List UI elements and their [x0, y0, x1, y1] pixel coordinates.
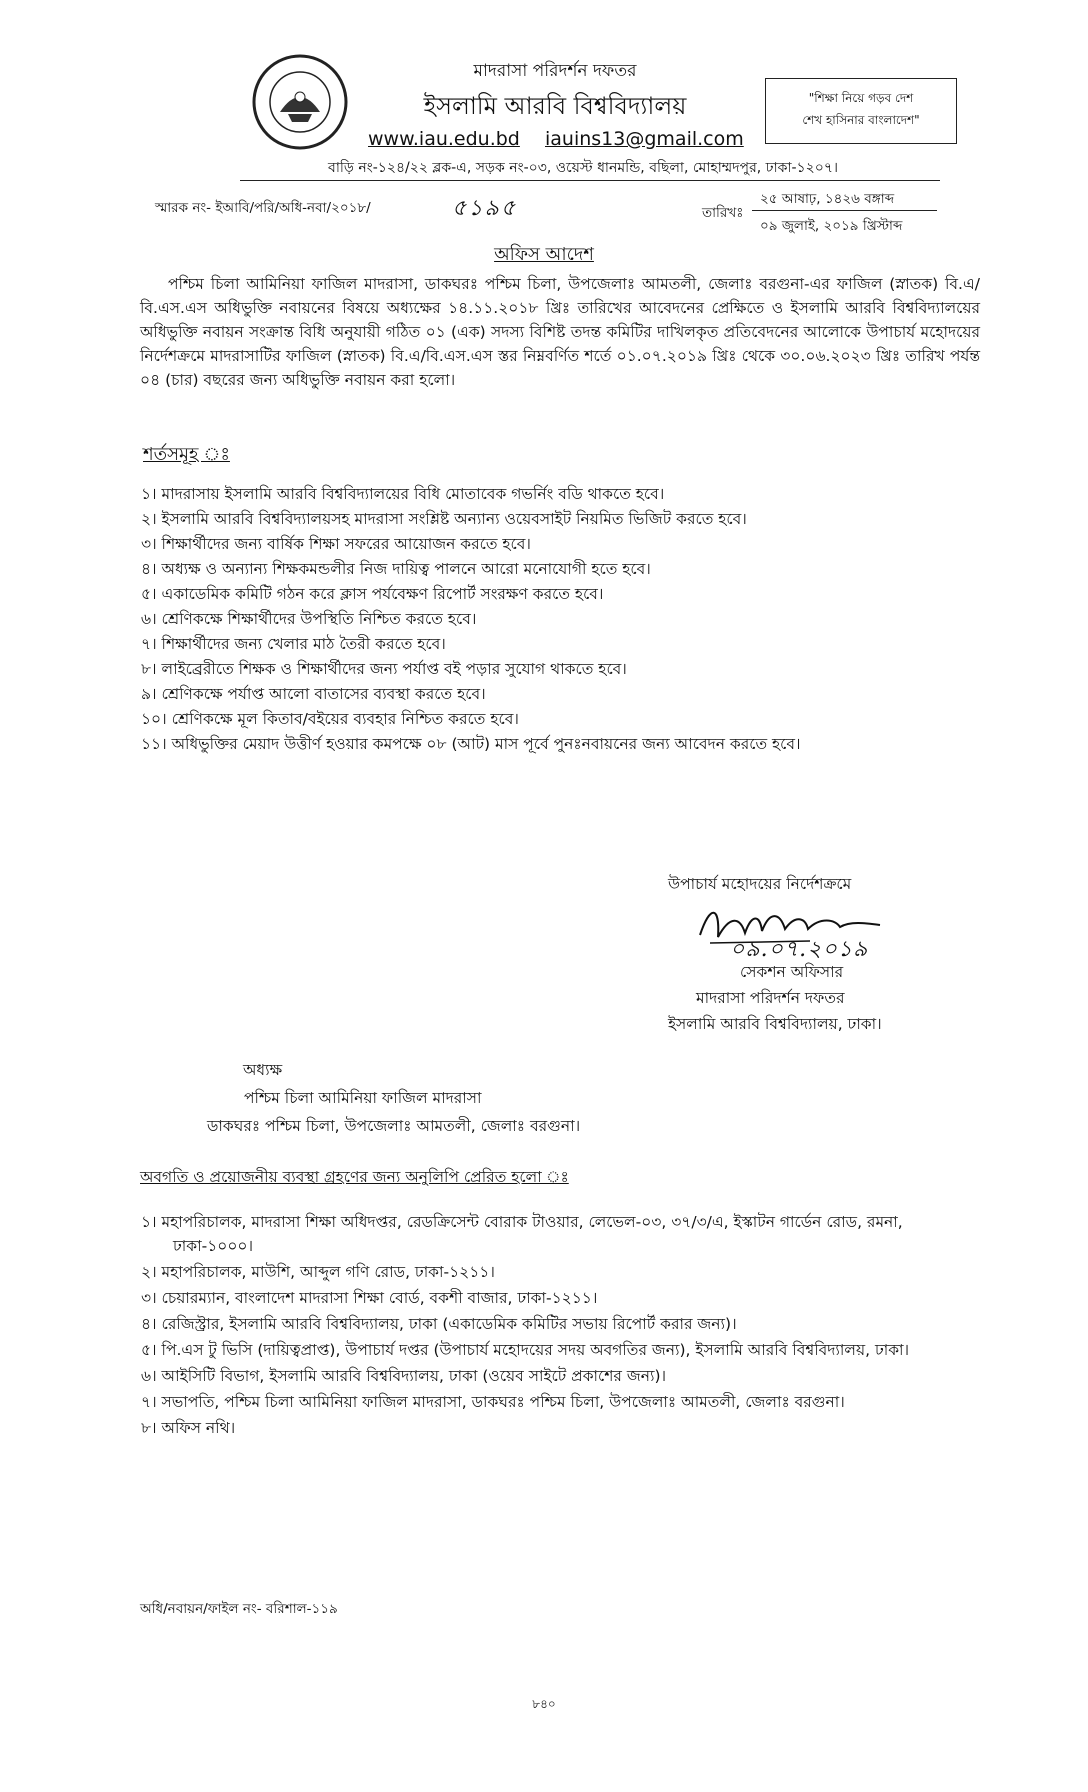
signatory-university: ইসলামি আরবি বিশ্ববিদ্যালয়, ঢাকা।: [668, 1015, 882, 1033]
date-divider: [752, 210, 937, 211]
condition-item: ৮। লাইব্রেরীতে শিক্ষক ও শিক্ষার্থীদের জন্য পর্যাপ্ত বই পড়ার সুযোগ থাকতে হবে।: [141, 660, 627, 678]
condition-item: ১০। শ্রেণিকক্ষে মূল কিতাব/বইয়ের ব্যবহার নিশ্চিত করতে হবে।: [141, 710, 519, 728]
university-logo: [250, 52, 350, 152]
office-name: মাদরাসা পরিদর্শন দফতর: [473, 61, 637, 81]
signatory-office: মাদরাসা পরিদর্শন দফতর: [696, 989, 845, 1007]
condition-item: ৫। একাডেমিক কমিটি গঠন করে ক্লাস পর্যবেক্ষণ রিপোর্ট সংরক্ষণ করতে হবে।: [141, 585, 604, 603]
file-number: অধি/নবায়ন/ফাইল নং- বরিশাল-১১৯: [140, 1601, 338, 1617]
date-label: তারিখঃ: [702, 205, 744, 221]
page-number: ৮৪০: [532, 1697, 556, 1711]
page-title: [0, 240, 1088, 271]
copy-item: ৮। অফিস নথি।: [141, 1419, 236, 1437]
memo-label: স্মারক নং- ইআবি/পরি/অধি-নবা/২০১৮/: [155, 200, 371, 216]
slogan-line-1: "শিক্ষা নিয়ে গড়ব দেশ: [808, 91, 914, 105]
title-text: অফিস আদেশ: [494, 244, 594, 265]
copy-item: ২। মহাপরিচালক, মাউশি, আব্দুল গণি রোড, ঢাকা-১২১১।: [141, 1263, 495, 1281]
body-paragraph: পশ্চিম চিলা আমিনিয়া ফাজিল মাদরাসা, ডাকঘরঃ পশ্চিম চিলা, উপজেলাঃ আমতলী, জেলাঃ বরগুনা-এর ফাজিল (স্নাতক) বি.এ/বি.এস.এস অধিভুক্তি নবায়নের বিষয়ে অধ্যক্ষের ১৪.১১.২০১৮ খ্রিঃ তারিখের আবেদনের প্রেক্ষিতে ও ইসলামি আরবি বিশ্ববিদ্যালয়ের অধিভুক্তি নবায়ন সংক্রান্ত বিধি অনুযায়ী গঠিত ০১ (এক) সদস্য বিশিষ্ট তদন্ত কমিটির দাখিলকৃত প্রতিবেদনের আলোকে উপাচার্য মহোদয়ের নির্দেশক্রমে মাদরাসাটির ফাজিল (স্নাতক) বি.এ/বি.এস.এস স্তর নিম্নবর্ণিত শর্তে ০১.০৭.২০১৯ খ্রিঃ থেকে ৩০.০৬.২০২৩ খ্রিঃ তারিখ পর্যন্ত ০৪ (চার) বছরের জন্য অধিভুক্তি নবায়ন করা হলো।: [140, 275, 980, 389]
memo-number: ৫১৯৫: [452, 196, 518, 221]
header-divider: [240, 180, 940, 181]
address: বাড়ি নং-১২৪/২২ ব্লক-এ, সড়ক নং-০৩, ওয়েস্ট ধানমন্ডি, বছিলা, মোহাম্মদপুর, ঢাকা-১২০৭।: [328, 160, 838, 176]
recipient-address: ডাকঘরঃ পশ্চিম চিলা, উপজেলাঃ আমতলী, জেলাঃ বরগুনা।: [207, 1117, 581, 1135]
condition-item: ৭। শিক্ষার্থীদের জন্য খেলার মাঠ তৈরী করতে হবে।: [141, 635, 446, 653]
copies-heading: অবগতি ও প্রয়োজনীয় ব্যবস্থা গ্রহণের জন্য অনুলিপি প্রেরিত হলো ঃ: [140, 1168, 569, 1186]
condition-item: ৬। শ্রেণিকক্ষে শিক্ষার্থীদের উপস্থিতি নিশ্চিত করতে হবে।: [141, 610, 477, 628]
copy-item: ৬। আইসিটি বিভাগ, ইসলামি আরবি বিশ্ববিদ্যালয়, ঢাকা (ওয়েব সাইটে প্রকাশের জন্য)।: [141, 1367, 667, 1385]
condition-item: ৯। শ্রেণিকক্ষে পর্যাপ্ত আলো বাতাসের ব্যবস্থা করতে হবে।: [141, 685, 486, 703]
email-link[interactable]: iauins13@gmail.com: [545, 128, 744, 150]
university-name: ইসলামি আরবি বিশ্ববিদ্যালয়: [423, 92, 687, 120]
date-gregorian: ০৯ জুলাই, ২০১৯ খ্রিস্টাব্দ: [760, 218, 903, 234]
conditions-heading: শর্তসমূহ ঃ: [143, 444, 230, 465]
condition-item: ২। ইসলামি আরবি বিশ্ববিদ্যালয়সহ মাদরাসা সংশ্লিষ্ট অন্যান্য ওয়েবসাইট নিয়মিত ভিজিট করতে হবে।: [141, 510, 747, 528]
copy-item: ৫। পি.এস টু ভিসি (দায়িত্বপ্রাপ্ত), উপাচার্য দপ্তর (উপাচার্য মহোদয়ের সদয় অবগতির জন্য), ইসলামি আরবি বিশ্ববিদ্যালয়, ঢাকা।: [141, 1341, 910, 1359]
copy-item: ১। মহাপরিচালক, মাদরাসা শিক্ষা অধিদপ্তর, রেডক্রিসেন্ট বোরাক টাওয়ার, লেভেল-০৩, ৩৭/৩/এ, ইস্কাটন গার্ডেন রোড, রমনা, ঢাকা-১০০০।: [141, 1213, 903, 1255]
slogan-box: [765, 78, 957, 144]
signature-date: ০৯.০৭.২০১৯: [730, 937, 869, 962]
copy-item: ৭। সভাপতি, পশ্চিম চিলা আমিনিয়া ফাজিল মাদরাসা, ডাকঘরঃ পশ্চিম চিলা, উপজেলাঃ আমতলী, জেলাঃ বরগুনা।: [141, 1393, 845, 1411]
date-bangla: ২৫ আষাঢ়, ১৪২৬ বঙ্গাব্দ: [760, 191, 895, 207]
condition-item: ৩। শিক্ষার্থীদের জন্য বার্ষিক শিক্ষা সফরের আয়োজন করতে হবে।: [141, 535, 531, 553]
condition-item: ১১। অধিভুক্তির মেয়াদ উত্তীর্ণ হওয়ার কমপক্ষে ০৮ (আট) মাস পূর্বে পুনঃনবায়নের জন্য আবেদন করতে হবে।: [141, 735, 801, 753]
website-link[interactable]: www.iau.edu.bd: [368, 128, 520, 150]
signatory-designation: সেকশন অফিসার: [740, 963, 844, 981]
copy-item: ৪। রেজিস্ট্রার, ইসলামি আরবি বিশ্ববিদ্যালয়, ঢাকা (একাডেমিক কমিটির সভায় রিপোর্ট করার জন্য)।: [141, 1315, 737, 1333]
slogan-line-2: শেখ হাসিনার বাংলাদেশ": [802, 113, 920, 127]
copies-list: [141, 1210, 981, 1442]
recipient-institution: পশ্চিম চিলা আমিনিয়া ফাজিল মাদরাসা: [244, 1089, 482, 1107]
conditions-list: [141, 482, 1001, 757]
copy-item: ৩। চেয়ারম্যান, বাংলাদেশ মাদরাসা শিক্ষা বোর্ড, বকশী বাজার, ঢাকা-১২১১।: [141, 1289, 598, 1307]
condition-item: ৪। অধ্যক্ষ ও অন্যান্য শিক্ষকমন্ডলীর নিজ দায়িত্ব পালনে আরো মনোযোগী হতে হবে।: [141, 560, 651, 578]
recipient-title: অধ্যক্ষ: [243, 1061, 283, 1079]
condition-item: ১। মাদরাসায় ইসলামি আরবি বিশ্ববিদ্যালয়ের বিধি মোতাবেক গভর্নিং বডি থাকতে হবে।: [141, 485, 665, 503]
by-order-text: উপাচার্য মহোদয়ের নির্দেশক্রমে: [668, 875, 852, 893]
